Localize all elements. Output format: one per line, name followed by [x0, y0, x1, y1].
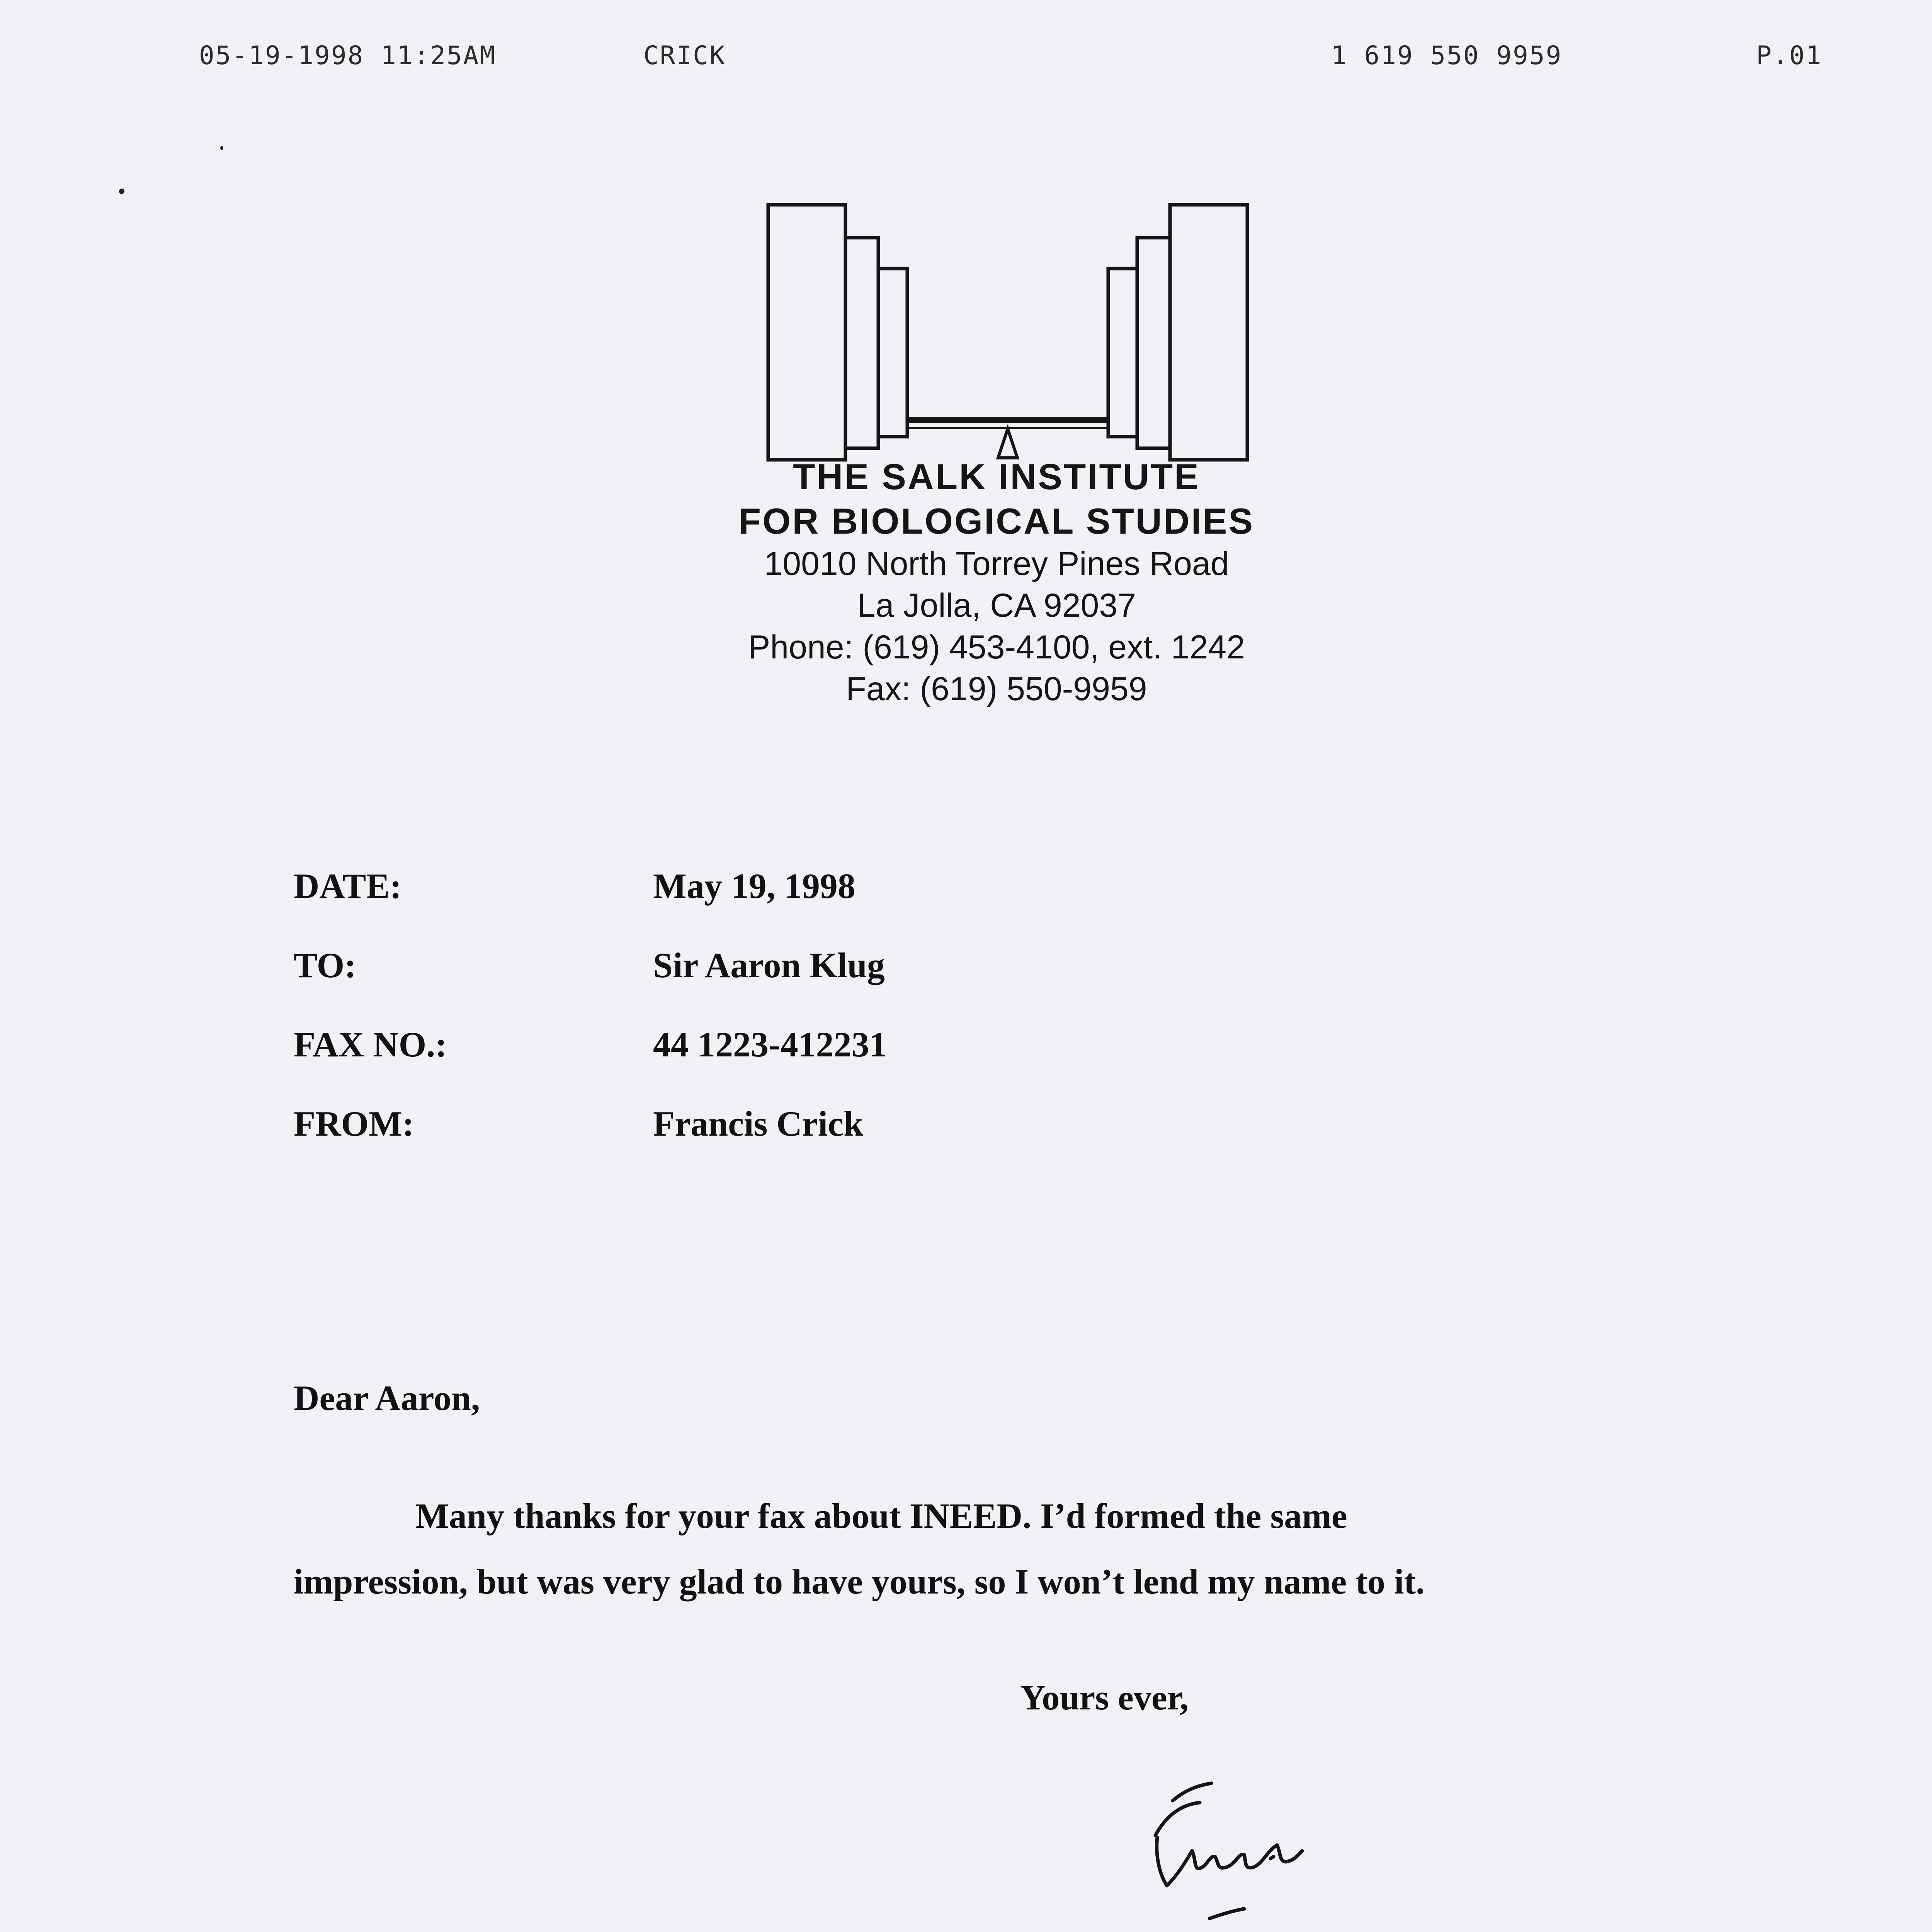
memo-date-value: May 19, 1998 [653, 866, 855, 906]
letter-body-line2: impression, but was very glad to have yours, so I won’t lend my name to it. [294, 1562, 1425, 1601]
institute-name-line1: THE SALK INSTITUTE [793, 456, 1200, 497]
letter-closing: Yours ever, [1020, 1678, 1189, 1717]
institute-address-line2: La Jolla, CA 92037 [857, 587, 1136, 624]
memo-date-label: DATE: [294, 866, 402, 906]
institute-name-line2: FOR BIOLOGICAL STUDIES [738, 501, 1255, 541]
fax-sender-id: CRICK [643, 41, 726, 70]
memo-to-label: TO: [294, 946, 356, 985]
speck-mark [220, 146, 223, 150]
speck-mark [119, 189, 124, 194]
handwritten-signature [1128, 1777, 1329, 1924]
memo-from-value: Francis Crick [653, 1104, 864, 1143]
fax-page-number: P.01 [1756, 41, 1822, 70]
memo-to-value: Sir Aaron Klug [653, 946, 885, 985]
memo-faxno-value: 44 1223-412231 [653, 1025, 887, 1064]
letter-salutation: Dear Aaron, [294, 1378, 480, 1418]
institute-phone: Phone: (619) 453-4100, ext. 1242 [748, 629, 1245, 666]
fax-phone: 1 619 550 9959 [1331, 41, 1563, 70]
fax-datetime: 05-19-1998 11:25AM [199, 41, 497, 70]
institute-fax: Fax: (619) 550-9959 [846, 670, 1147, 707]
memo-from-label: FROM: [294, 1104, 414, 1143]
letter-body-line1: Many thanks for your fax about INEED. I’d formed the same [415, 1496, 1347, 1536]
memo-faxno-label: FAX NO.: [294, 1025, 447, 1064]
institute-address-line1: 10010 North Torrey Pines Road [764, 545, 1229, 582]
salk-institute-logo-icon [764, 199, 1253, 469]
